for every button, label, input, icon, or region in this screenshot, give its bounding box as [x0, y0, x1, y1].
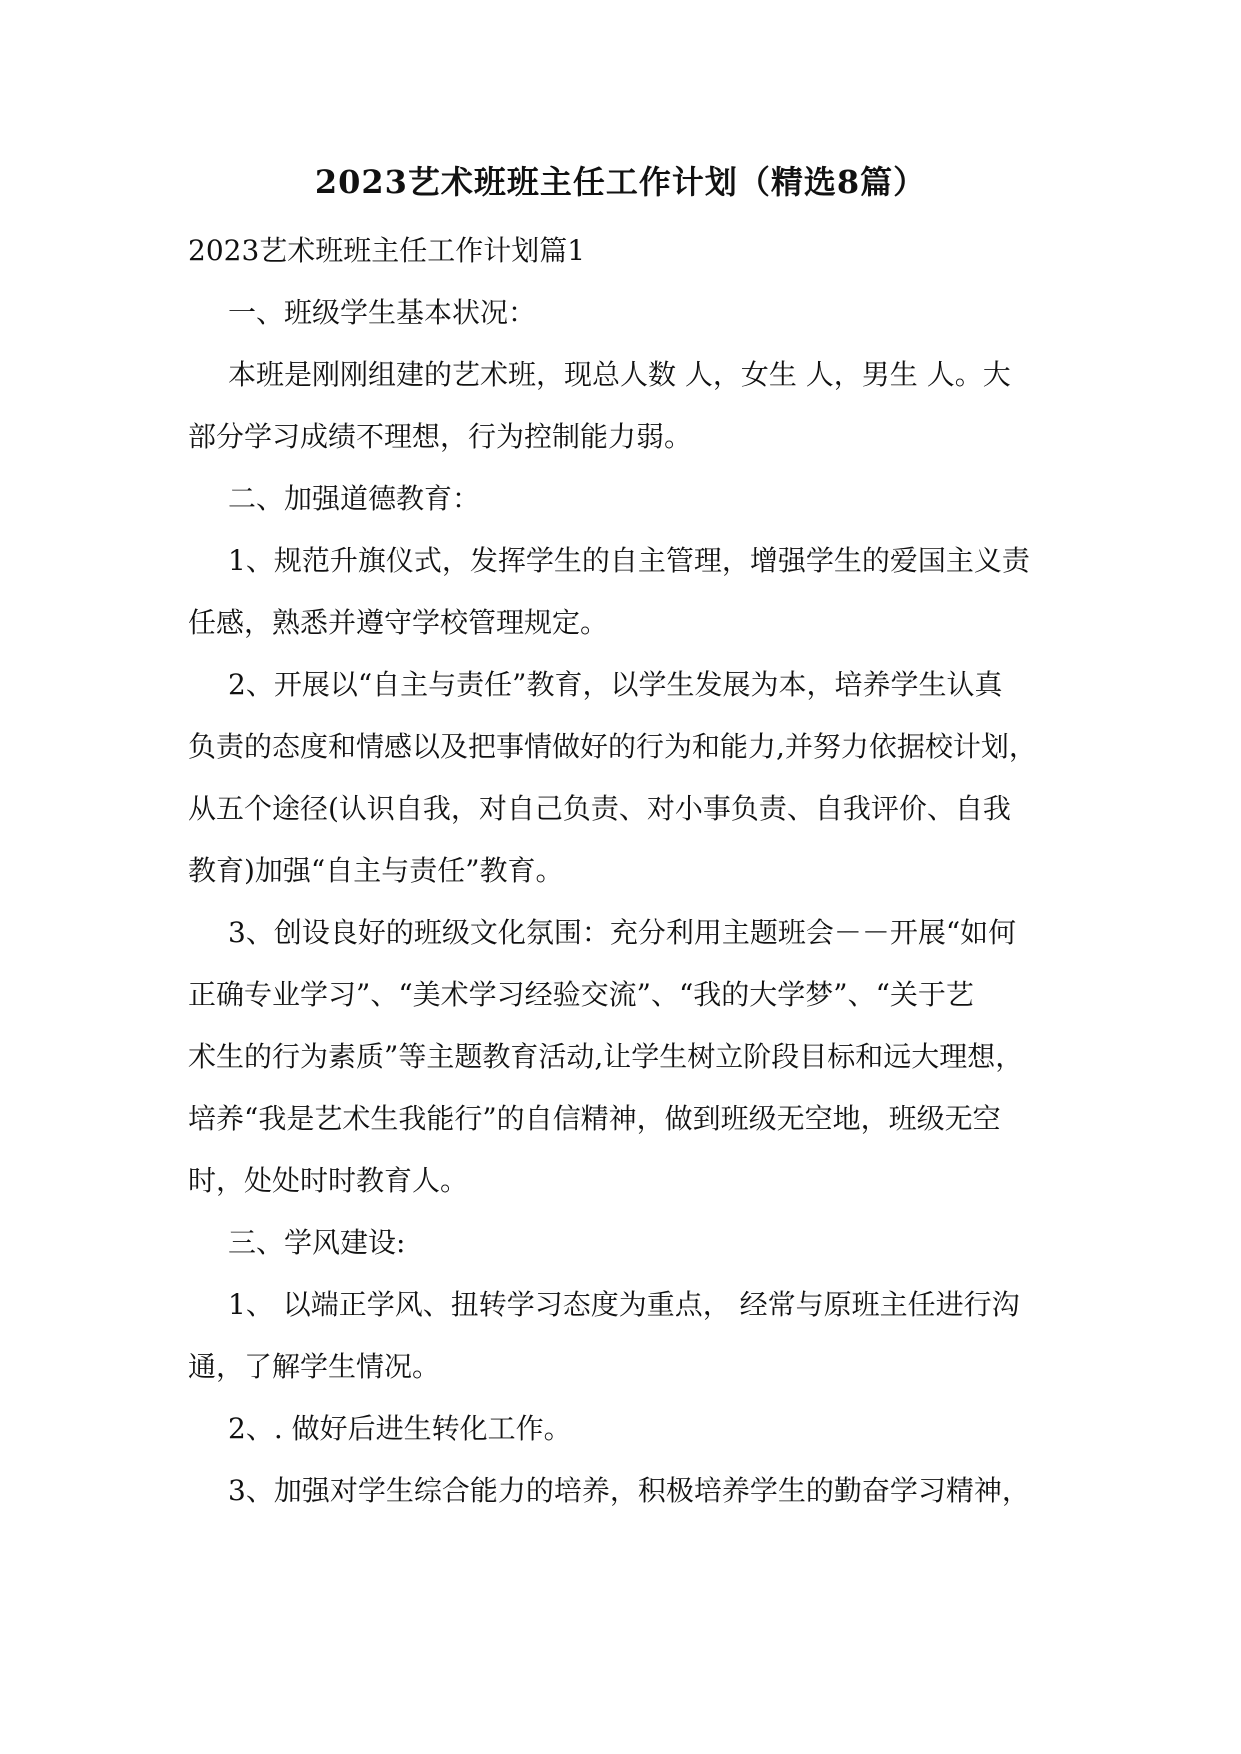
- paragraph: [188, 220, 1054, 282]
- paragraph-line: 培养“我是艺术生我能行”的自信精神，做到班级无空地，班级无空: [188, 1102, 1001, 1135]
- paragraph-line: 二、加强道德教育：: [228, 482, 481, 515]
- paragraph-line: 3、创设良好的班级文化氛围：充分利用主题班会－－开展“如何: [228, 916, 1017, 949]
- document-title: 2023艺术班班主任工作计划（精选8篇）: [314, 163, 927, 201]
- paragraph-line: 任感，熟悉并遵守学校管理规定。: [188, 606, 609, 639]
- paragraph: [188, 344, 1054, 468]
- paragraph-line: 三、学风建设:: [228, 1226, 406, 1259]
- paragraph-line: 本班是刚刚组建的艺术班，现总人数 人，女生 人，男生 人。大: [228, 358, 1011, 391]
- paragraph-line: 2023艺术班班主任工作计划篇1: [188, 234, 586, 267]
- paragraph-line: 1、 以端正学风、扭转学习态度为重点， 经常与原班主任进行沟: [228, 1288, 1020, 1321]
- paragraph-line: 负责的态度和情感以及把事情做好的行为和能力,并努力依据校计划，: [188, 730, 1037, 763]
- paragraph-line: 2、开展以“自主与责任”教育，以学生发展为本，培养学生认真: [228, 668, 1003, 701]
- paragraph: [188, 902, 1054, 1212]
- paragraph-line: 从五个途径(认识自我，对自己负责、对小事负责、自我评价、自我: [188, 792, 1011, 825]
- paragraph: [188, 1398, 1054, 1460]
- paragraph: [188, 530, 1054, 654]
- paragraph-line: 3、加强对学生综合能力的培养，积极培养学生的勤奋学习精神，: [228, 1474, 1030, 1507]
- paragraph-line: 通，了解学生情况。: [188, 1350, 441, 1383]
- paragraph-line: 2、. 做好后进生转化工作。: [228, 1412, 572, 1445]
- paragraph: [188, 468, 1054, 530]
- paragraph: [188, 654, 1054, 902]
- paragraph: [188, 1460, 1054, 1522]
- paragraph-line: 教育)加强“自主与责任”教育。: [188, 854, 564, 887]
- paragraph-line: 部分学习成绩不理想，行为控制能力弱。: [188, 420, 693, 453]
- paragraph: [188, 282, 1054, 344]
- paragraph-line: 正确专业学习”、“美术学习经验交流”、“我的大学梦”、“关于艺: [188, 978, 974, 1011]
- paragraph-line: 一、班级学生基本状况：: [228, 296, 537, 329]
- document-body: [188, 220, 1054, 1522]
- paragraph: [188, 1212, 1054, 1274]
- paragraph-line: 时，处处时时教育人。: [188, 1164, 469, 1197]
- paragraph-line: 术生的行为素质”等主题教育活动,让学生树立阶段目标和远大理想，: [188, 1040, 1024, 1073]
- paragraph: [188, 1274, 1054, 1398]
- paragraph-line: 1、规范升旗仪式，发挥学生的自主管理，增强学生的爱国主义责: [228, 544, 1030, 577]
